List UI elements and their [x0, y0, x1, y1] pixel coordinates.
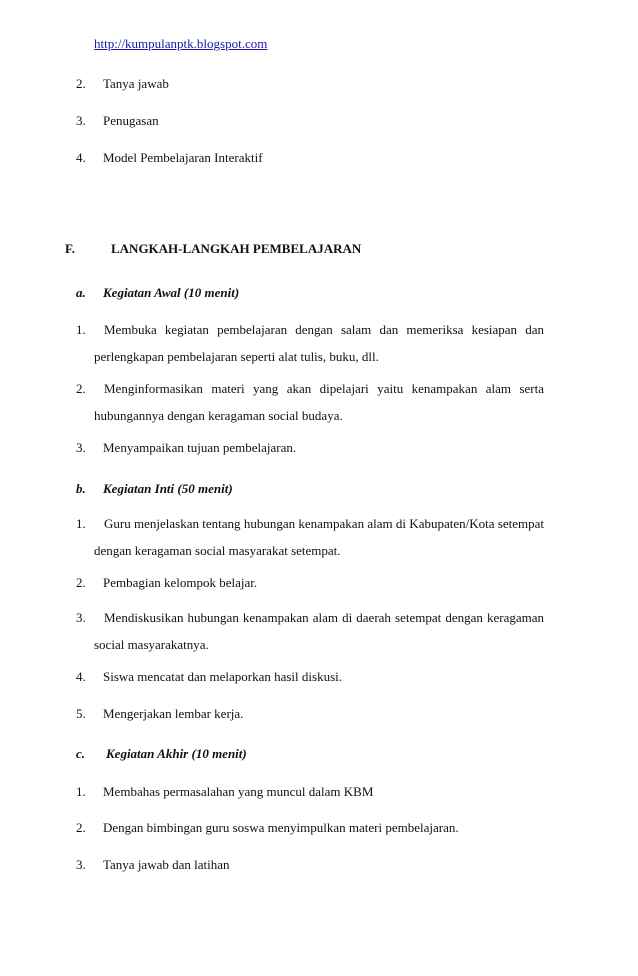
list-number: 2. [76, 820, 86, 835]
list-number: 1. [76, 322, 86, 337]
list-number: 1. [76, 784, 86, 799]
list-text: Tanya jawab dan latihan [103, 857, 230, 872]
list-text-line: Membuka kegiatan pembelajaran dengan salam dan memeriksa kesiapan dan [104, 322, 544, 337]
list-text-line: dengan keragaman social masyarakat setempat. [94, 543, 341, 558]
list-number: 3. [76, 610, 86, 625]
section-title: LANGKAH-LANGKAH PEMBELAJARAN [111, 241, 362, 256]
list-text: Tanya jawab [103, 76, 169, 91]
list-text [94, 322, 544, 365]
list-text-line: Menginformasikan materi yang akan dipelajari yaitu kenampakan alam serta [104, 381, 544, 396]
section-letter: F. [65, 241, 75, 256]
list-text: Model Pembelajaran Interaktif [103, 150, 263, 165]
list-number: 2. [76, 381, 86, 396]
list-number: 4. [76, 150, 86, 165]
list-text: Mengerjakan lembar kerja. [103, 706, 244, 721]
subsection-letter: c. [76, 746, 86, 761]
list-text: Penugasan [103, 113, 159, 128]
list-text [94, 516, 544, 559]
subsection-title: Kegiatan Inti (50 menit) [103, 481, 233, 496]
list-number: 1. [76, 516, 86, 531]
list-number: 2. [76, 575, 86, 590]
subsection-title: Kegiatan Awal (10 menit) [103, 285, 240, 300]
subsection-letter: a. [76, 285, 86, 300]
list-text-line: perlengkapan pembelajaran seperti alat tulis, buku, dll. [94, 349, 379, 364]
list-text: Membahas permasalahan yang muncul dalam KBM [103, 784, 374, 799]
list-text: Siswa mencatat dan melaporkan hasil diskusi. [103, 669, 343, 684]
list-number: 5. [76, 706, 86, 721]
list-number: 3. [76, 113, 86, 128]
list-text-line: hubungannya dengan keragaman social budaya. [94, 408, 343, 423]
list-number: 3. [76, 857, 86, 872]
list-number: 2. [76, 76, 86, 91]
list-text [94, 610, 544, 653]
list-text [94, 381, 544, 424]
list-text: Dengan bimbingan guru soswa menyimpulkan materi pembelajaran. [103, 820, 459, 835]
list-text-line: Mendiskusikan hubungan kenampakan alam di daerah setempat dengan keragaman [104, 610, 544, 625]
list-number: 4. [76, 669, 86, 684]
list-text-line: social masyarakatnya. [94, 637, 209, 652]
list-text-line: Guru menjelaskan tentang hubungan kenampakan alam di Kabupaten/Kota setempat [104, 516, 544, 531]
subsection-title: Kegiatan Akhir (10 menit) [106, 746, 247, 761]
subsection-letter: b. [76, 481, 86, 496]
blog-link[interactable]: http://kumpulanptk.blogspot.com [94, 36, 268, 51]
list-text: Menyampaikan tujuan pembelajaran. [103, 440, 297, 455]
list-number: 3. [76, 440, 86, 455]
list-text: Pembagian kelompok belajar. [103, 575, 258, 590]
